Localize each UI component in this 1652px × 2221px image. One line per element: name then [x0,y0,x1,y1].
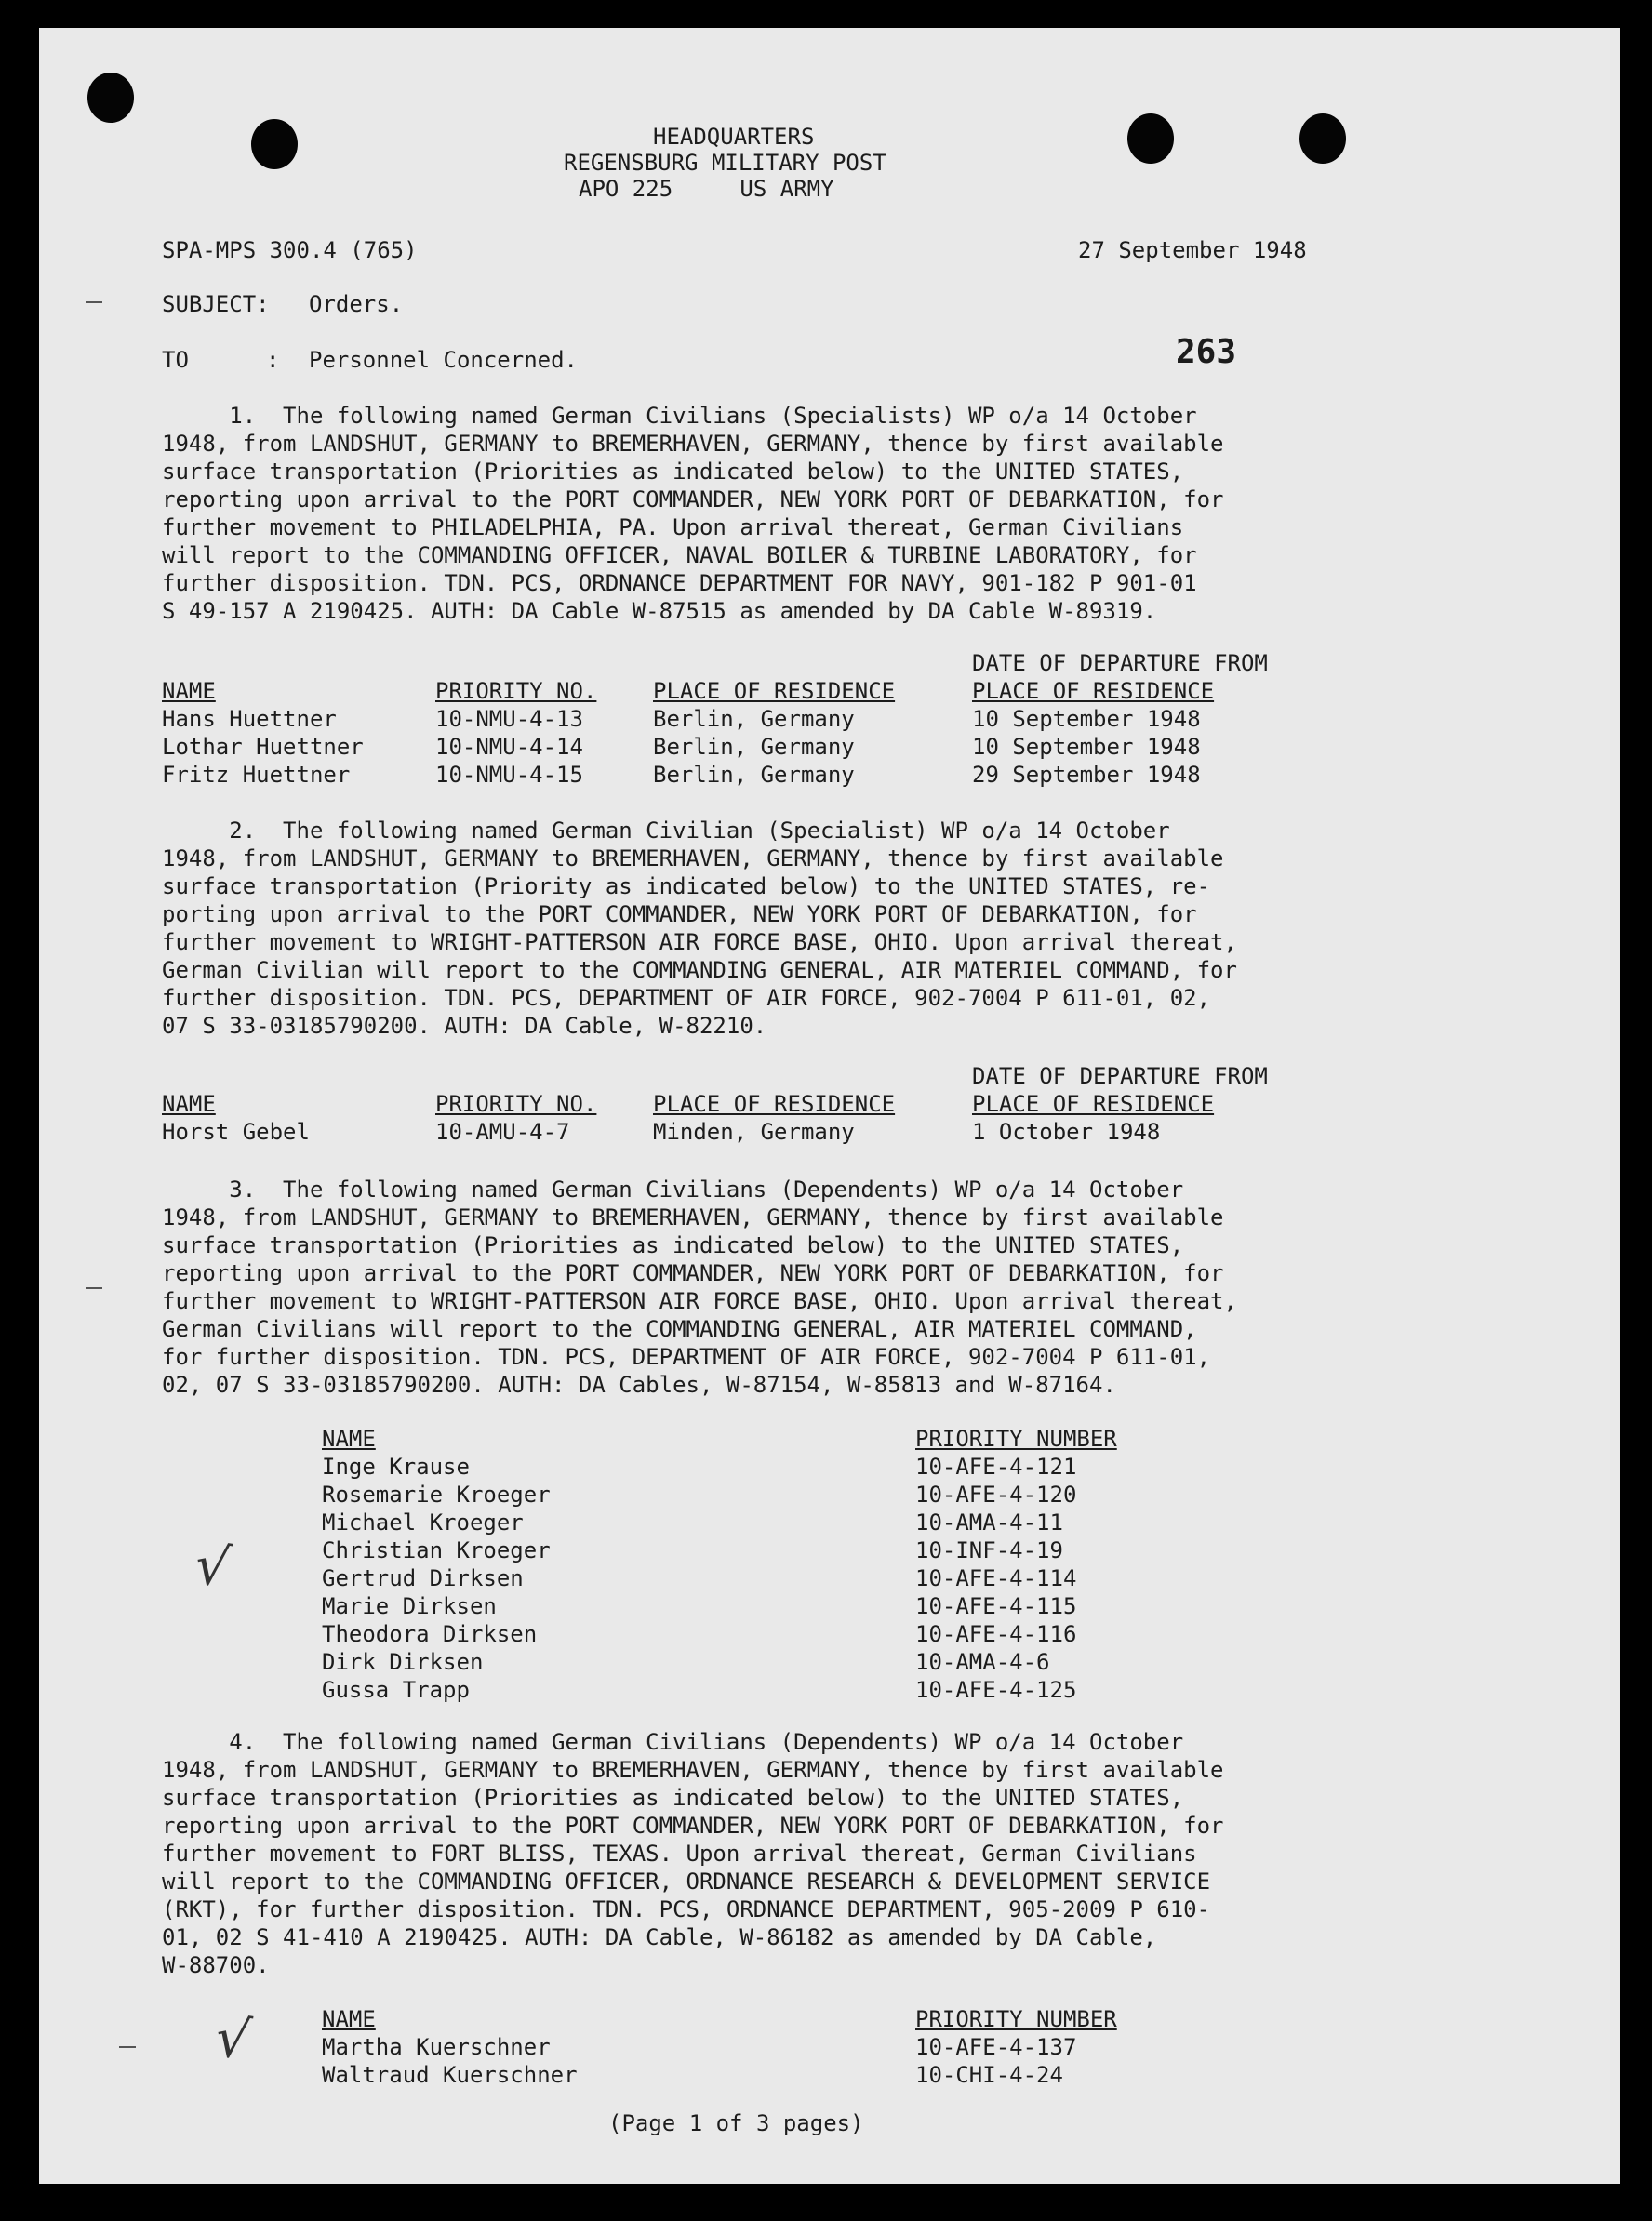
paragraph-line: surface transportation (Priority as indicated below) to the UNITED STATES, re- [162,873,1211,899]
paragraph-line: reporting upon arrival to the PORT COMMANDER, NEW YORK PORT OF DEBARKATION, for [162,1813,1224,1839]
paragraph-line: 07 S 33-03185790200. AUTH: DA Cable, W-82210. [162,1013,767,1039]
table-cell: Theodora Dirksen [322,1621,538,1647]
table-cell: Gussa Trapp [322,1677,470,1703]
table-cell: 10-AFE-4-121 [915,1454,1077,1480]
margin-tick [119,2046,136,2048]
table-cell: Inge Krause [322,1454,470,1480]
table-cell: 10-NMU-4-14 [435,734,583,760]
table-cell: Berlin, Germany [653,706,855,732]
table-cell: Michael Kroeger [322,1509,524,1536]
handwritten-check-icon: √ [211,2004,255,2073]
column-header-name: NAME [322,1426,376,1452]
table-cell: 10-INF-4-19 [915,1537,1063,1563]
paragraph-line: further movement to WRIGHT-PATTERSON AIR FORCE BASE, OHIO. Upon arrival thereat, [162,929,1237,955]
paragraph-line: will report to the COMMANDING OFFICER, ORDNANCE RESEARCH & DEVELOPMENT SERVICE [162,1869,1211,1895]
table-cell: 29 September 1948 [972,762,1201,788]
table-cell: 10-AFE-4-115 [915,1593,1077,1619]
paragraph-line: for further disposition. TDN. PCS, DEPARTMENT OF AIR FORCE, 902-7004 P 611-01, [162,1344,1211,1370]
punch-hole-icon [1299,113,1346,164]
paragraph-line: 01, 02 S 41-410 A 2190425. AUTH: DA Cable, W-86182 as amended by DA Cable, [162,1924,1157,1950]
table-cell: Gertrud Dirksen [322,1565,524,1591]
paragraph-line: 1948, from LANDSHUT, GERMANY to BREMERHAVEN, GERMANY, thence by first available [162,845,1224,871]
file-reference: SPA-MPS 300.4 (765) [162,237,418,263]
to-text: Personnel Concerned. [309,347,578,373]
paragraph-line: further movement to WRIGHT-PATTERSON AIR FORCE BASE, OHIO. Upon arrival thereat, [162,1288,1237,1314]
column-header-name: NAME [162,678,216,704]
paragraph-line: (RKT), for further disposition. TDN. PCS, ORDNANCE DEPARTMENT, 905-2009 P 610- [162,1896,1211,1922]
column-header-residence: PLACE OF RESIDENCE [653,1091,896,1117]
paragraph-line: 2. The following named German Civilian (Specialist) WP o/a 14 October [162,818,1170,844]
table-cell: 1 October 1948 [972,1119,1161,1145]
column-header-priority: PRIORITY NO. [435,678,597,704]
column-header-departure: PLACE OF RESIDENCE [972,678,1215,704]
table-cell: 10-AFE-4-125 [915,1677,1077,1703]
column-header-departure: PLACE OF RESIDENCE [972,1091,1215,1117]
punch-hole-icon [251,119,298,169]
paragraph-line: surface transportation (Priorities as indicated below) to the UNITED STATES, [162,1232,1184,1258]
paragraph-line: will report to the COMMANDING OFFICER, NAVAL BOILER & TURBINE LABORATORY, for [162,542,1197,568]
paragraph-line: S 49-157 A 2190425. AUTH: DA Cable W-87515 as amended by DA Cable W-89319. [162,598,1157,624]
table-cell: 10-AFE-4-116 [915,1621,1077,1647]
table-cell: 10 September 1948 [972,734,1201,760]
table-cell: Marie Dirksen [322,1593,497,1619]
table-cell: Horst Gebel [162,1119,310,1145]
header-line-3: APO 225 US ARMY [579,176,834,202]
table-cell: 10-NMU-4-13 [435,706,583,732]
to-separator: : [266,347,280,373]
table-cell: 10-AMA-4-6 [915,1649,1050,1675]
paragraph-line: German Civilian will report to the COMMANDING GENERAL, AIR MATERIEL COMMAND, for [162,957,1237,983]
table-cell: Berlin, Germany [653,762,855,788]
paragraph-line: German Civilians will report to the COMMANDING GENERAL, AIR MATERIEL COMMAND, [162,1316,1197,1342]
paragraph-line: 02, 07 S 33-03185790200. AUTH: DA Cables, W-87154, W-85813 and W-87164. [162,1372,1116,1398]
paragraph-line: surface transportation (Priorities as indicated below) to the UNITED STATES, [162,459,1184,485]
table-cell: 10-AFE-4-114 [915,1565,1077,1591]
paragraph-line: reporting upon arrival to the PORT COMMANDER, NEW YORK PORT OF DEBARKATION, for [162,486,1224,512]
paragraph-line: further disposition. TDN. PCS, DEPARTMENT OF AIR FORCE, 902-7004 P 611-01, 02, [162,985,1211,1011]
paragraph-line: reporting upon arrival to the PORT COMMANDER, NEW YORK PORT OF DEBARKATION, for [162,1260,1224,1286]
paragraph-line: 1. The following named German Civilians (Specialists) WP o/a 14 October [162,403,1197,429]
paragraph-line: 4. The following named German Civilians (Dependents) WP o/a 14 October [162,1729,1184,1755]
table-header-top: DATE OF DEPARTURE FROM [972,1063,1268,1089]
column-header-name: NAME [162,1091,216,1117]
table-cell: 10-NMU-4-15 [435,762,583,788]
table-cell: 10-AFE-4-120 [915,1482,1077,1508]
document-page [39,28,1620,2184]
paragraph-line: further disposition. TDN. PCS, ORDNANCE DEPARTMENT FOR NAVY, 901-182 P 901-01 [162,570,1197,596]
page-footer: (Page 1 of 3 pages) [608,2110,864,2136]
table-cell: 10 September 1948 [972,706,1201,732]
margin-tick [86,1287,102,1289]
paragraph-line: 3. The following named German Civilians (Dependents) WP o/a 14 October [162,1177,1184,1203]
subject-text: Orders. [309,291,404,317]
document-date: 27 September 1948 [1078,237,1307,263]
paragraph-line: further movement to PHILADELPHIA, PA. Upon arrival thereat, German Civilians [162,514,1184,540]
column-header-name: NAME [322,2006,376,2032]
table-cell: Lothar Huettner [162,734,364,760]
table-cell: Dirk Dirksen [322,1649,484,1675]
table-cell: 10-AFE-4-137 [915,2034,1077,2060]
header-line-1: HEADQUARTERS [653,124,815,150]
table-cell: Minden, Germany [653,1119,855,1145]
paragraph-line: further movement to FORT BLISS, TEXAS. Upon arrival thereat, German Civilians [162,1841,1197,1867]
order-number: 263 [1176,333,1237,371]
column-header-priority: PRIORITY NO. [435,1091,597,1117]
punch-hole-icon [87,73,134,123]
paragraph-line: 1948, from LANDSHUT, GERMANY to BREMERHAVEN, GERMANY, thence by first available [162,1757,1224,1783]
table-header-top: DATE OF DEPARTURE FROM [972,650,1268,676]
column-header-priority: PRIORITY NUMBER [915,2006,1117,2032]
table-cell: Rosemarie Kroeger [322,1482,551,1508]
punch-hole-icon [1127,113,1174,164]
column-header-residence: PLACE OF RESIDENCE [653,678,896,704]
to-label: TO [162,347,189,373]
margin-tick [86,301,102,303]
table-cell: Hans Huettner [162,706,337,732]
subject-label: SUBJECT: [162,291,270,317]
column-header-priority: PRIORITY NUMBER [915,1426,1117,1452]
paragraph-line: porting upon arrival to the PORT COMMANDER, NEW YORK PORT OF DEBARKATION, for [162,901,1197,927]
table-cell: Fritz Huettner [162,762,351,788]
table-cell: 10-AMA-4-11 [915,1509,1063,1536]
handwritten-check-icon: √ [191,1532,234,1601]
paragraph-line: surface transportation (Priorities as indicated below) to the UNITED STATES, [162,1785,1184,1811]
paragraph-line: 1948, from LANDSHUT, GERMANY to BREMERHAVEN, GERMANY, thence by first available [162,1204,1224,1230]
table-cell: Berlin, Germany [653,734,855,760]
header-line-2: REGENSBURG MILITARY POST [564,150,886,176]
paragraph-line: 1948, from LANDSHUT, GERMANY to BREMERHAVEN, GERMANY, thence by first available [162,431,1224,457]
table-cell: 10-CHI-4-24 [915,2062,1063,2088]
table-cell: 10-AMU-4-7 [435,1119,570,1145]
table-cell: Christian Kroeger [322,1537,551,1563]
paragraph-line: W-88700. [162,1952,270,1978]
table-cell: Waltraud Kuerschner [322,2062,578,2088]
table-cell: Martha Kuerschner [322,2034,551,2060]
